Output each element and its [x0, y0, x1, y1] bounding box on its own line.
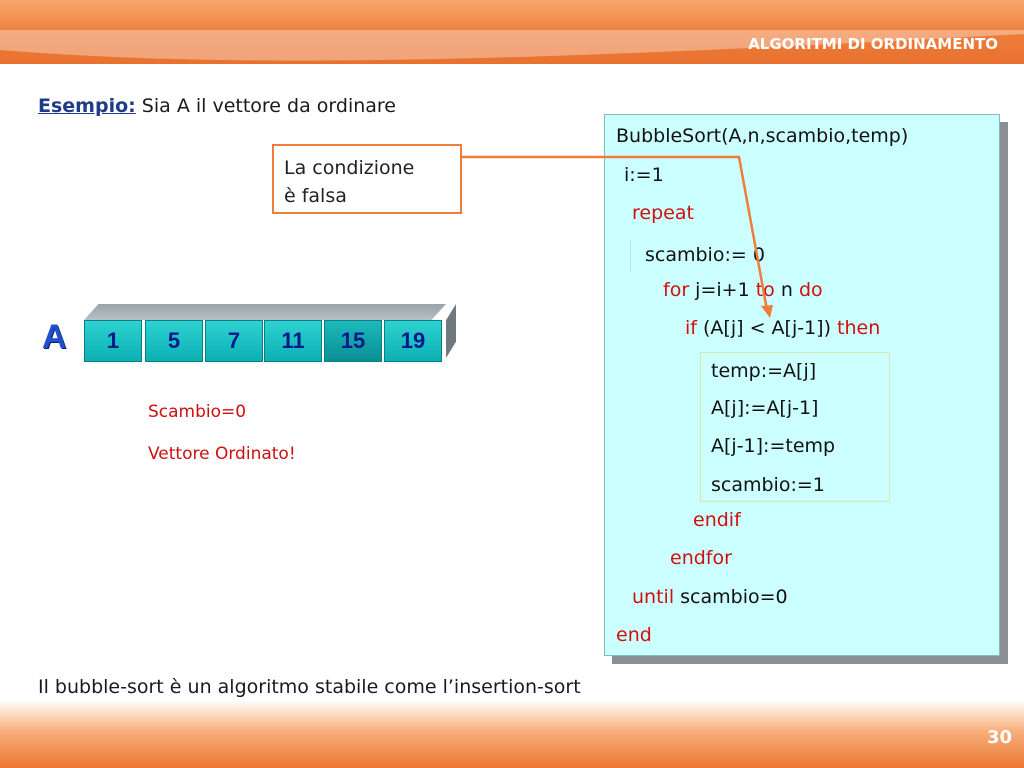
- code-line-endfor: endfor: [670, 547, 732, 569]
- scambio-status: Scambio=0: [148, 402, 247, 422]
- array-cell: 15: [324, 320, 382, 362]
- array-cell: 7: [205, 320, 263, 362]
- code-line-swap: A[j-1]:=temp: [711, 435, 836, 457]
- code-line-end: end: [616, 624, 652, 646]
- condition-line-1: La condizione: [284, 157, 415, 179]
- if-condition: (A[j] < A[j-1]): [703, 317, 831, 339]
- code-line-signature: BubbleSort(A,n,scambio,temp): [616, 125, 909, 147]
- until-condition: scambio=0: [680, 586, 788, 608]
- page-number: 30: [986, 727, 1012, 748]
- for-range-start: j=i+1: [695, 279, 750, 301]
- if-keyword: if: [685, 317, 697, 339]
- then-keyword: then: [837, 317, 881, 339]
- intro-label: Esempio:: [38, 95, 136, 117]
- intro-text: Sia A il vettore da ordinare: [141, 95, 396, 117]
- until-keyword: until: [632, 586, 675, 608]
- sorted-status: Vettore Ordinato!: [148, 444, 296, 464]
- array-cell: 1: [84, 320, 142, 362]
- code-line-endif: endif: [693, 509, 741, 531]
- do-keyword: do: [798, 279, 823, 301]
- code-line-init: i:=1: [624, 164, 664, 186]
- footer-band: [0, 700, 1024, 768]
- array-cell: 19: [384, 320, 442, 362]
- array-cell: 5: [145, 320, 203, 362]
- for-range-end: n: [780, 279, 793, 301]
- code-line-flag: scambio:=1: [711, 474, 825, 496]
- slide-section-title: ALGORITMI DI ORDINAMENTO: [748, 35, 998, 53]
- stability-note: Il bubble-sort è un algoritmo stabile come l’insertion-sort: [38, 676, 581, 698]
- for-keyword: for: [663, 279, 690, 301]
- array-cell: 11: [264, 320, 322, 362]
- code-line-reset: scambio:= 0: [645, 244, 765, 266]
- to-keyword: to: [755, 279, 775, 301]
- code-line-assign: A[j]:=A[j-1]: [711, 397, 819, 419]
- condition-line-2: è falsa: [284, 185, 347, 207]
- array-label: A: [42, 318, 67, 356]
- code-line-repeat: repeat: [632, 202, 694, 224]
- code-line-temp: temp:=A[j]: [711, 360, 817, 382]
